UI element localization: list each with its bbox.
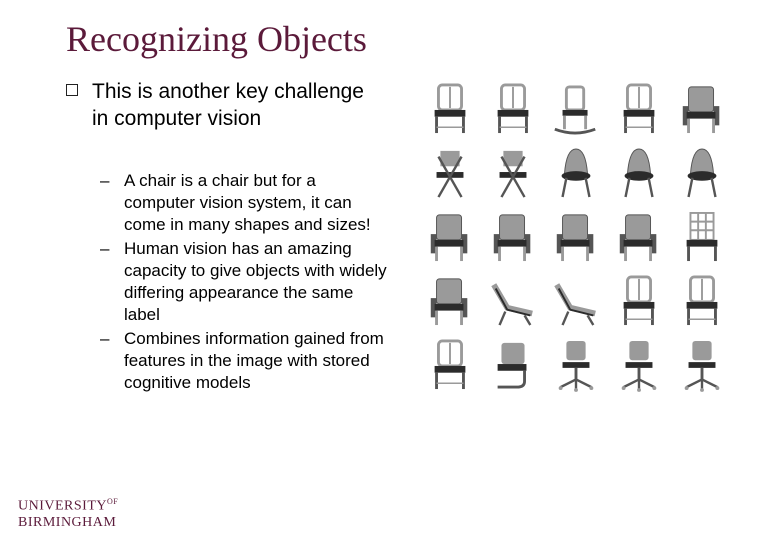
slide-title: Recognizing Objects [66,19,367,59]
chair-icon [609,78,669,140]
lattice-chair-icon [672,206,732,268]
office-chair-icon [609,334,669,396]
logo-line-2: BIRMINGHAM [18,514,117,530]
armchair-icon [420,206,480,268]
office-chair-icon [546,334,606,396]
shell-chair-icon [546,142,606,204]
armchair-icon [420,270,480,332]
logo-of: OF [107,497,119,506]
dash-marker: – [100,239,110,258]
dash-marker: – [100,171,110,190]
cantilever-chair-icon [483,334,543,396]
logo-line-1: UNIVERSITY [18,498,107,514]
chair-icon [483,78,543,140]
lounge-chair-icon [546,270,606,332]
sub-bullet-item [100,238,390,326]
chair-icon [420,78,480,140]
armchair-icon [483,206,543,268]
dash-marker: – [100,329,110,348]
chair-icon [672,270,732,332]
folding-chair-icon [483,142,543,204]
university-logo [18,494,118,531]
armchair-icon [546,206,606,268]
sub-bullet-item [100,328,390,394]
shell-chair-icon [609,142,669,204]
bullet-square-icon [66,84,78,96]
main-bullet-text: This is another key challenge in computer vision [92,80,364,130]
sub-bullet-text: A chair is a chair but for a computer vision system, it can come in many shapes and sizes! [124,171,371,234]
armchair-icon [609,206,669,268]
chair-icon [609,270,669,332]
office-chair-icon [672,334,732,396]
sub-bullet-list [100,170,390,396]
rocking-chair-icon [546,78,606,140]
folding-chair-icon [420,142,480,204]
sub-bullet-item [100,170,390,236]
armchair-icon [672,78,732,140]
sub-bullet-text: Human vision has an amazing capacity to give objects with widely differing appearance the same label [124,239,387,324]
shell-chair-icon [672,142,732,204]
sub-bullet-text: Combines information gained from features in the image with stored cognitive models [124,329,384,392]
chair-image-grid [420,78,730,398]
chair-icon [420,334,480,396]
lounge-chair-icon [483,270,543,332]
